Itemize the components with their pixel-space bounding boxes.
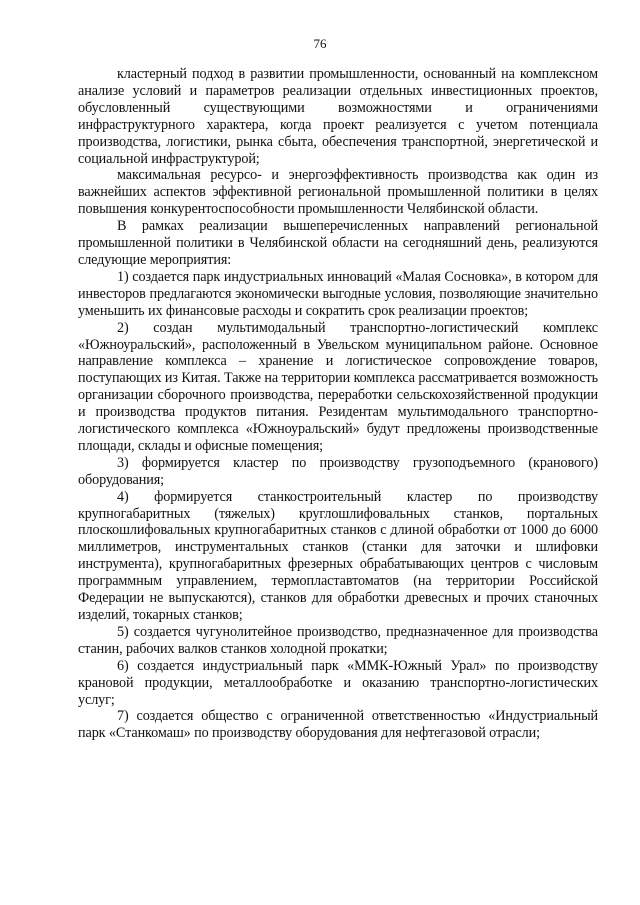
list-item-7: 7) создается общество с ограниченной ответственностью «Индустриальный парк «Станкомаш» по производству оборудования для нефтегазовой отрасли;: [78, 708, 598, 742]
paragraph-cluster-approach: кластерный подход в развитии промышленности, основанный на комплексном анализе условий и параметров реализации отдельных инвестиционных проектов, обусловленный существующими возможностями и ограничениями инфраструктурного характера, когда проект реализуется с учетом потенциала производства, логистики, рынка сбыта, обеспечения транспортной, энергетической и социальной инфраструктурой;: [78, 66, 598, 167]
document-body: [78, 66, 598, 742]
page-number: 76: [313, 36, 327, 51]
paragraph-resource-efficiency: максимальная ресурсо- и энергоэффективность производства как один из важнейших аспектов эффективной региональной промышленной политики в целях повышения конкурентоспособности промышленности Челябинской области.: [78, 167, 598, 218]
list-item-2: 2) создан мультимодальный транспортно-логистический комплекс «Южноуральский», расположенный в Увельском муниципальном районе. Основное направление комплекса – хранение и логистическое сопровождение товаров, поступающих из Китая. Также на территории комплекса рассматривается возможность организации сборочного производства, переработки сельскохозяйственной продукции и производства продуктов питания. Резидентам мультимодального транспортно-логистического комплекса «Южноуральский» будут предложены производственные площади, склады и офисные помещения;: [78, 319, 599, 454]
list-item-6: 6) создается индустриальный парк «ММК-Южный Урал» по производству крановой продукции, металлообработке и оказанию транспортно-логистических услуг;: [78, 657, 598, 708]
list-item-3: 3) формируется кластер по производству грузоподъемного (кранового) оборудования;: [78, 454, 598, 488]
paragraph-measures-intro: В рамках реализации вышеперечисленных направлений региональной промышленной политики в Челябинской области на сегодняшний день, реализуются следующие мероприятия:: [78, 218, 598, 268]
list-item-5: 5) создается чугунолитейное производство, предназначенное для производства станин, рабочих валков станков холодной прокатки;: [78, 623, 598, 657]
list-item-4: 4) формируется станкостроительный кластер по производству крупногабаритных (тяжелых) круглошлифовальных станков, портальных плоскошлифовальных крупногабаритных станков с длиной обработки от 1000 до 6000 миллиметров, инструментальных станков (станки для заточки и шлифовки инструмента), крупногабаритных фрезерных обрабатывающих центров с числовым программным управлением, термопластавтоматов (на территории Российской Федерации не выпускаются), станков для обработки древесных и прочих станочных изделий, токарных станков;: [78, 488, 598, 623]
list-item-1: 1) создается парк индустриальных инноваций «Малая Сосновка», в котором для инвесторов предлагаются экономически выгодные условия, позволяющие значительно уменьшить их финансовые расходы и сократить срок реализации проектов;: [78, 268, 598, 319]
